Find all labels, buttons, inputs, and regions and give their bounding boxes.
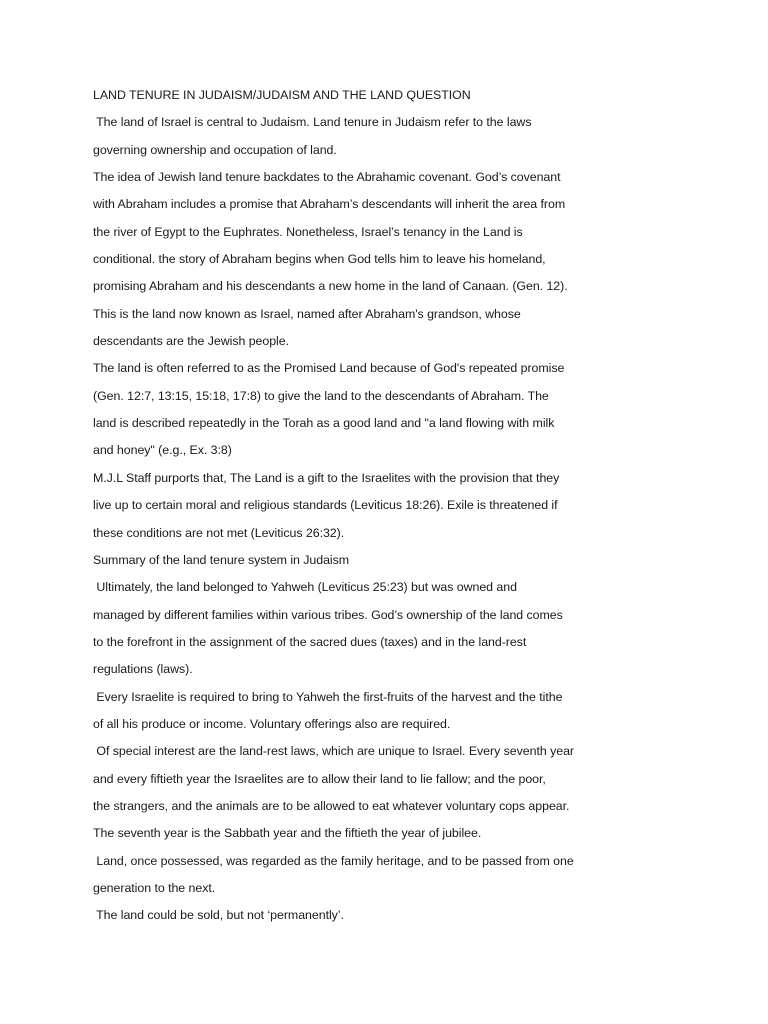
text-line: (Gen. 12:7, 13:15, 15:18, 17:8) to give the land to the descendants of Abraham. The (93, 388, 549, 403)
document-title: LAND TENURE IN JUDAISM/JUDAISM AND THE LAND QUESTION (93, 88, 471, 102)
text-line: governing ownership and occupation of land. (93, 142, 337, 157)
text-line: This is the land now known as Israel, named after Abraham's grandson, whose (93, 306, 521, 321)
text-line: Ultimately, the land belonged to Yahweh (Leviticus 25:23) but was owned and (93, 580, 517, 595)
text-line: descendants are the Jewish people. (93, 334, 289, 349)
text-line: The seventh year is the Sabbath year and the fiftieth the year of jubilee. (93, 826, 482, 841)
text-line: generation to the next. (93, 880, 216, 895)
text-line: The land of Israel is central to Judaism. Land tenure in Judaism refer to the laws (93, 115, 532, 130)
text-line: conditional. the story of Abraham begins when God tells him to leave his homeland, (93, 252, 546, 267)
text-line: the strangers, and the animals are to be allowed to eat whatever voluntary cops appear. (93, 798, 570, 813)
text-line: these conditions are not met (Leviticus 26:32). (93, 525, 345, 540)
text-line: live up to certain moral and religious standards (Leviticus 18:26). Exile is threatened if (93, 498, 558, 513)
text-line: land is described repeatedly in the Torah as a good land and "a land flowing with milk (93, 416, 555, 431)
text-line: regulations (laws). (93, 662, 193, 677)
text-line: with Abraham includes a promise that Abraham’s descendants will inherit the area from (93, 197, 566, 212)
text-line: Of special interest are the land-rest laws, which are unique to Israel. Every seventh year (93, 744, 574, 759)
text-line: promising Abraham and his descendants a new home in the land of Canaan. (Gen. 12). (93, 279, 568, 294)
text-line: Every Israelite is required to bring to Yahweh the first-fruits of the harvest and the tithe (93, 689, 563, 704)
text-line: The land is often referred to as the Promised Land because of God's repeated promise (93, 361, 565, 376)
document-body (93, 82, 613, 930)
text-line: and honey" (e.g., Ex. 3:8) (93, 443, 232, 458)
text-line: of all his produce or income. Voluntary offerings also are required. (93, 716, 451, 731)
text-line: The land could be sold, but not ‘permanently’. (93, 908, 344, 923)
text-line: and every fiftieth year the Israelites are to allow their land to lie fallow; and the poor, (93, 771, 546, 786)
text-line: the river of Egypt to the Euphrates. Nonetheless, Israel’s tenancy in the Land is (93, 224, 523, 239)
text-line: to the forefront in the assignment of the sacred dues (taxes) and in the land-rest (93, 634, 527, 649)
text-line: managed by different families within various tribes. God’s ownership of the land comes (93, 607, 563, 622)
text-line: The idea of Jewish land tenure backdates to the Abrahamic covenant. God’s covenant (93, 170, 561, 185)
text-line: M.J.L Staff purports that, The Land is a gift to the Israelites with the provision that they (93, 470, 560, 485)
section-heading: Summary of the land tenure system in Judaism (93, 552, 350, 567)
text-line: Land, once possessed, was regarded as the family heritage, and to be passed from one (93, 853, 574, 868)
